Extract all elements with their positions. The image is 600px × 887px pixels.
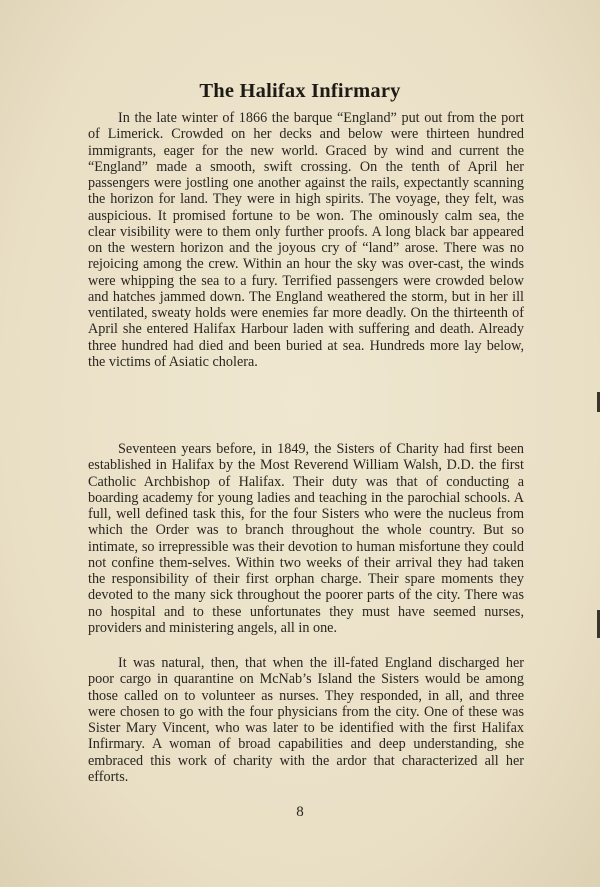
paragraph-1: In the late winter of 1866 the barque “England” put out from the port of Limerick. Crowded on her decks and below were thirteen hundred immigrants, eager for the new world. Graced by wind and current the “England” made a smooth, swift crossing. On the tenth of April her passengers were jostling one another against the rails, expectantly scanning the horizon for land. They were in high spirits. The voyage, they felt, was auspicious. It promised fortune to be won. The ominously calm sea, the clear visibility were to them only further proofs. A long black bar appeared on the western horizon and the joyous cry of “land” arose. There was no rejoicing among the crew. Within an hour the sky was over-cast, the winds were whipping the sea to a fury. Terrified passengers were crowded below and hatches jammed down. The England weathered the storm, but in her ill ventilated, sweaty holds were enemies far more deadly. On the thirteenth of April she entered Halifax Harbour laden with suffering and death. Already three hundred had died and been buried at sea. Hundreds more lay below, the victims of Asiatic cholera.: [88, 110, 524, 370]
paragraph-3: It was natural, then, that when the ill-fated England discharged her poor cargo in quarantine on McNab’s Island the Sisters would be among those called on to volunteer as nurses. They responded, in all, and three were chosen to go with the four physicians from the city. One of these was Sister Mary Vincent, who was later to be identified with the first Halifax Infirmary. A woman of broad capabilities and deep understanding, she embraced this work of charity with the ardor that characterized all her efforts.: [88, 655, 524, 785]
page-number: 8: [296, 804, 304, 820]
paragraph-2: Seventeen years before, in 1849, the Sisters of Charity had first been established in Halifax by the Most Reverend William Walsh, D.D. the first Catholic Archbishop of Halifax. Their duty was that of conducting a boarding academy for young ladies and teaching in the parochial schools. A full, well defined task this, for the four Sisters who were the nucleus from which the Order was to branch throughout the whole country. But so intimate, so irrepressible was their devotion to human misfortune they could not confine them-selves. Within two weeks of their arrival they had taken the responsibility of their first orphan charge. Their spare moments they devoted to the many sick throughout the poorer parts of the city. There was no hospital and to these unfortunates they must have seemed nurses, providers and ministering angels, all in one.: [88, 441, 524, 636]
page-title: The Halifax Infirmary: [199, 79, 401, 102]
